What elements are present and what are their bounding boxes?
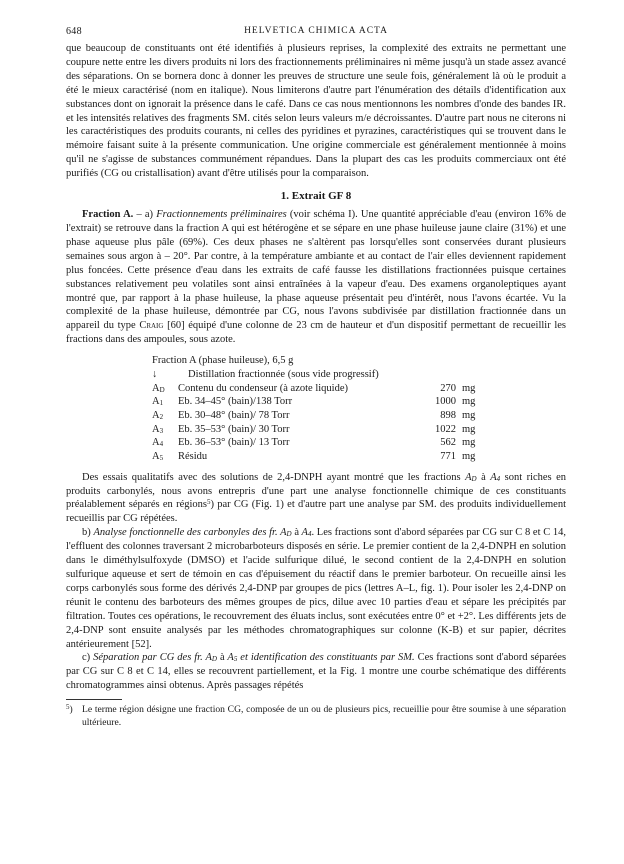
fraction-amount: 270 xyxy=(440,382,456,394)
b-text: . Les fractions sont d'abord séparées par CG sur C 8 et C 14, l'effluent des colonnes traversant 2 microbarboteurs disposés en série. Le premier contient de la 2,4-DNPH en solution dans le diméthylsulfoxyde (DMSO) et l'acide sulfurique dilué, le second contient de la 2,4-DNPH en solution sulfurique aqueuse et sert de témoin en cas d'épuisement du réactif dans le premier barboteur. On recueille ainsi les corps carbonylés sous forme des dérivés 2,4-DNP par groupes de pics (lettres A–L, fig. 1). Pour isoler les 2,4-DNP on réunit le contenu des barboteurs des mêmes groupes de pics, dilue avec 10 parties d'eau et sépare les précipités par filtration. Toutes ces opérations, le recouvrement des éluats inclus, sont exécutées entre 0° et +2°. Les différents jets de 2,4-DNP sont ensuite analysés par les méthodes chromatographiques sur colonne (K-B) et sur papier, décrites antérieurement [52]. xyxy=(66,527,567,650)
sub-a-marker: – a) xyxy=(136,209,154,221)
c-title-end: et identification des constituants par SM. xyxy=(240,652,415,664)
fraction-description: Résidu xyxy=(178,450,208,462)
scheme-row xyxy=(152,436,566,450)
fraction-description: Eb. 35–53° (bain)/ 30 Torr xyxy=(178,423,290,435)
fraction-code-letter: A xyxy=(152,409,160,421)
down-arrow-icon: ↓ xyxy=(152,368,158,380)
page-number: 648 xyxy=(66,26,82,37)
c-title-mid: à xyxy=(219,652,225,664)
scheme-header: Fraction A (phase huileuse), 6,5 g xyxy=(152,355,294,367)
fraction-code-letter: A xyxy=(152,437,160,449)
b-title-text: Analyse fonctionnelle des carbonyles des fr. xyxy=(93,527,278,539)
footnote-divider xyxy=(66,699,122,700)
fraction-description: Eb. 36–53° (bain)/ 13 Torr xyxy=(178,437,290,449)
fraction-code-sub: 1 xyxy=(159,399,164,408)
scheme-row xyxy=(152,450,566,464)
c-title-text: Séparation par CG des fr. xyxy=(93,652,203,664)
fraction-amount: 898 xyxy=(440,409,456,421)
scheme-row xyxy=(152,382,566,396)
fraction-unit: mg xyxy=(462,437,476,449)
c-marker: c) xyxy=(82,652,91,664)
fraction-ref xyxy=(490,472,500,483)
fraction-description: Eb. 30–48° (bain)/ 78 Torr xyxy=(178,409,290,421)
fraction-unit: mg xyxy=(462,450,476,462)
fraction-code xyxy=(152,395,163,409)
c-title-f1-sub: D xyxy=(211,655,217,664)
c-text: Ces fractions sont d'abord séparées par CG sur C 8 et C 14, elles se recouvrent partiellement, et la Fig. 1 montre une courbe schématique des différents chromatogrammes ainsi obtenus. Après passages répétés xyxy=(66,652,567,692)
fraction-code xyxy=(152,450,163,464)
fraction-code-letter: A xyxy=(152,423,160,435)
fraction-a-label: Fraction A. xyxy=(82,209,134,221)
paragraph-c xyxy=(66,651,566,693)
footnote-marker-number: 5 xyxy=(66,703,70,712)
fraction-a-paragraph xyxy=(66,208,566,347)
b-title-f1-sub: D xyxy=(286,530,292,539)
fraction-description: Eb. 34–45° (bain)/138 Torr xyxy=(178,396,293,408)
scheme-header-row xyxy=(152,354,566,368)
sub-a-title: Fractionnements préliminaires xyxy=(156,209,287,221)
b-title xyxy=(93,527,311,538)
b-title-f1: A xyxy=(280,527,287,539)
c-title-f2: A xyxy=(227,652,234,664)
fraction-unit: mg xyxy=(462,382,476,394)
fraction-code xyxy=(152,409,163,423)
essais-text-2: à xyxy=(481,471,486,483)
essais-text-1: Des essais qualitatifs avec des solutions de 2,4-DNPH ayant montré que les fractions xyxy=(82,471,461,483)
footnote-ref[interactable]: 5 xyxy=(206,498,211,507)
intro-paragraph: que beaucoup de constituants ont été identifiés à plusieurs reprises, la complexité des extraits ne permettant une coupure nette entre les divers produits ni lors des fractionnements préliminaires ni même jusqu'à un stade assez avancé des séparations. On se bornera donc à donner les preuves de structure une seule fois, généralement là où le produit a été le mieux caractérisé (nom en italique). Nous limiterons d'autre part l'énumération des détails d'identification aux substances dont on ignorait la présence dans le café. Dans ce cas nous mentionnons les nombres d'onde des bandes IR. et les intensités relatives des fragments SM. cités selon leurs valeurs m/e décroissantes. D'autre part nous ne citerons ni les caractéristiques des produits courants, ni celles des pyridines et pyrazines, caractéristiques qui se trouvent dans le mémoire faisant suite à la présente communication. Une origine commerciale est généralement mentionnée à moins qu'il ne s'agisse de substances communément répandues. Dans la plupart des cas les produits commerciaux ont été purifiés (CG ou cristallisation) avant d'être utilisés pour la comparaison. xyxy=(66,43,566,180)
scheme-row xyxy=(152,409,566,423)
b-title-mid: à xyxy=(294,527,299,539)
fraction-code-letter: A xyxy=(152,382,160,394)
fraction-code-sub: 3 xyxy=(159,426,164,435)
fraction-code-letter: A xyxy=(152,396,160,408)
b-title-f2: A xyxy=(301,527,308,539)
scheme-row xyxy=(152,423,566,437)
c-title xyxy=(93,652,414,663)
fraction-code-sub: 2 xyxy=(159,412,164,421)
fraction-code xyxy=(152,436,163,450)
fraction-ref xyxy=(465,472,476,483)
running-header xyxy=(66,26,566,42)
scheme-process-row xyxy=(152,368,566,382)
fraction-description: Contenu du condenseur (à azote liquide) xyxy=(178,382,348,394)
paragraph-b xyxy=(66,526,566,651)
essais-text-3: sont riches en produits carbonylés, nous avons entrepris d'une part une analyse fonctionnelle chimique de ces constituants préalablement séparés en régions xyxy=(66,471,567,511)
fraction-unit: mg xyxy=(462,396,476,408)
fraction-code-sub: 4 xyxy=(159,440,164,449)
essais-text-4: ) par CG (Fig. 1) et d'autre part une analyse par SM. des produits individuellement recueillis par CG répétées. xyxy=(66,499,566,525)
fraction-amount: 771 xyxy=(440,450,456,462)
fraction-ref-sub: 4 xyxy=(496,474,501,483)
fraction-code xyxy=(152,382,165,396)
distillation-scheme xyxy=(152,354,566,464)
section-title: 1. Extrait GF 8 xyxy=(280,190,352,203)
footnote xyxy=(66,704,566,729)
scheme-row xyxy=(152,395,566,409)
fraction-code-sub: D xyxy=(159,385,165,394)
b-title-f2-sub: 4 xyxy=(307,530,312,539)
fraction-code xyxy=(152,423,163,437)
fraction-amount: 562 xyxy=(440,437,456,449)
c-title-f2-sub: 5 xyxy=(233,655,238,664)
footnote-text: Le terme région désigne une fraction CG, composée de un ou de plusieurs pics, recueillie pour être soumise à une séparation ultérieure. xyxy=(82,704,566,728)
c-title-f1: A xyxy=(205,652,212,664)
craig-name: Craig xyxy=(139,320,164,332)
fraction-unit: mg xyxy=(462,423,476,435)
fraction-ref-letter: A xyxy=(465,471,472,483)
essais-paragraph xyxy=(66,471,566,527)
fraction-amount: 1022 xyxy=(435,423,456,435)
fraction-code-letter: A xyxy=(152,450,160,462)
fraction-a-text-1: (voir schéma I). Une quantité appréciable d'eau (environ 16% de l'extrait) se retrouve dans la fraction A qui est hétérogène et se sépare en une phase huileuse jaune claire (31%) et une phase aqueuse plus pâle (69%). Ces deux phases ne s'altèrent pas lorsqu'elles sont conservées durant plusieurs semaines sous argon à – 20°. Par contre, à la température ambiante et au contact de l'air elles deviennent rapidement plus foncées. Cette présence d'eau dans les extraits de café fausse les distillations fractionnées puisque certaines substances relativement peu volatiles sont ainsi entraînées à la vapeur d'eau. Des examens organoleptiques ayant montré que, par rapport à la phase huileuse, la phase aqueuse présentait peu d'intérêt, nous l'avons écartée. Vu la complexité de la phase huileuse, démontrée par CG, nous l'avons subdivisée par distillation fractionnée dans un appareil du type xyxy=(66,209,567,332)
fraction-a-text-2: [60] équipé d'une colonne de 23 cm de hauteur et d'un dispositif permettant de recueillir les fractions dans des ampoules, sous azote. xyxy=(66,320,567,346)
scheme-process: Distillation fractionnée (sous vide progressif) xyxy=(188,368,379,380)
scheme-rows xyxy=(152,382,566,464)
footnote-marker: $^5$) xyxy=(66,703,73,716)
fraction-ref-letter: A xyxy=(490,471,497,483)
fraction-amount: 1000 xyxy=(435,396,456,408)
journal-title: HELVETICA CHIMICA ACTA xyxy=(244,26,388,36)
b-marker: b) xyxy=(82,527,91,539)
page xyxy=(66,26,566,729)
fraction-unit: mg xyxy=(462,409,476,421)
fraction-code-sub: 5 xyxy=(159,453,164,462)
fraction-ref-sub: D xyxy=(471,474,477,483)
